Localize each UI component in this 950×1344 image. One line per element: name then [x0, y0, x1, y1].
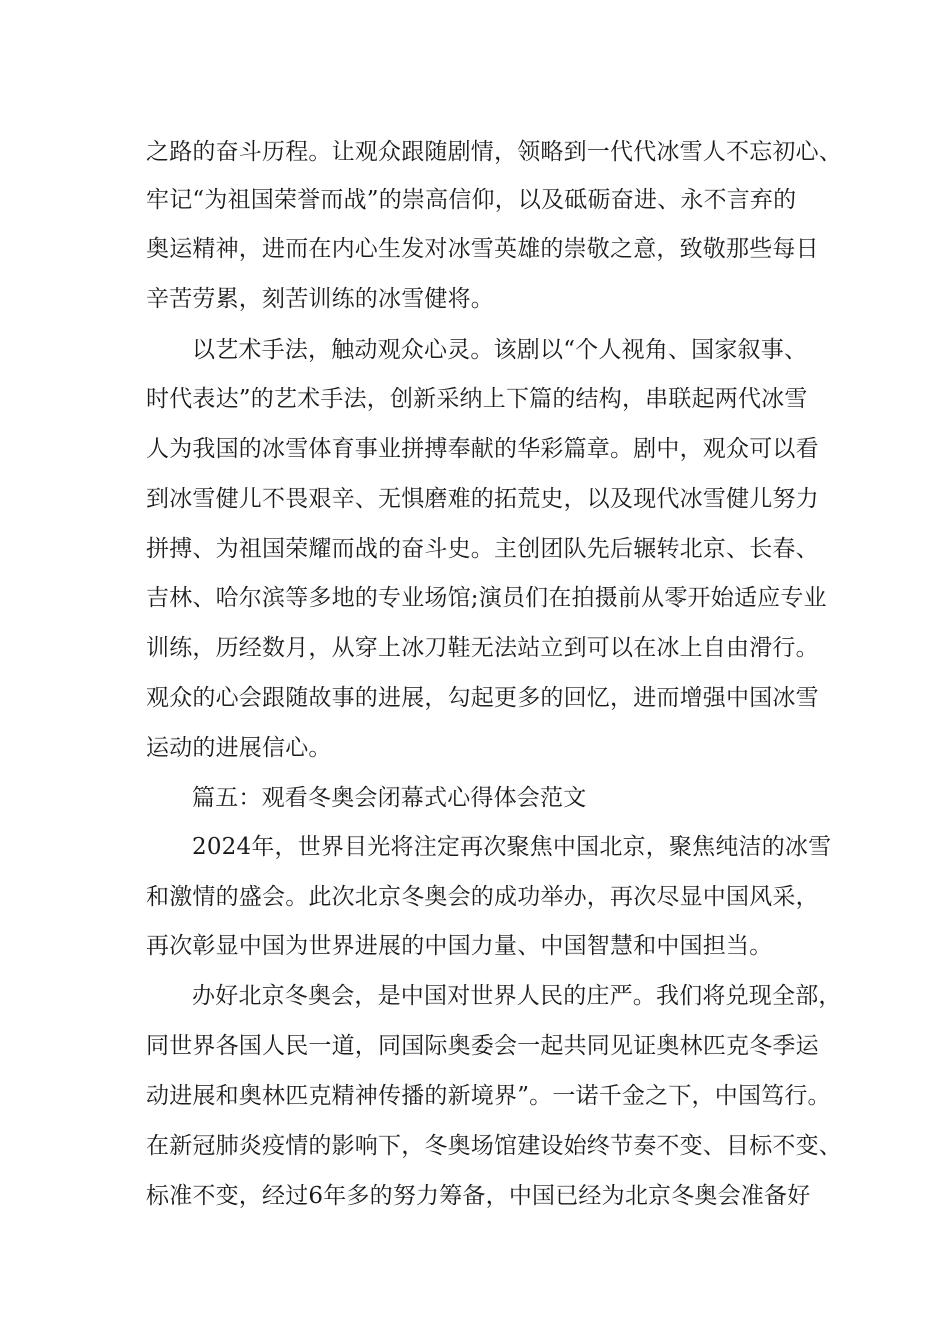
text-line: 奥运精神，进而在内心生发对冰雪英雄的崇敬之意，致敬那些每日	[146, 236, 819, 262]
paragraph-first-line: 以艺术手法，触动观众心灵。该剧以“个人视角、国家叙事、	[192, 337, 808, 363]
paragraph-first-line: 办好北京冬奥会，是中国对世界人民的庄严。我们将兑现全部，	[192, 983, 842, 1009]
text-line: 牢记“为祖国荣誉而战”的崇高信仰，以及砥砺奋进、永不言弃的	[146, 187, 797, 213]
text-line: 辛苦劳累，刻苦训练的冰雪健将。	[146, 286, 494, 312]
text-line: 吉林、哈尔滨等多地的专业场馆;演员们在拍摄前从零开始适应专业	[146, 585, 827, 611]
text-line: 运动的进展信心。	[146, 735, 332, 761]
text-line: 和激情的盛会。此次北京冬奥会的成功举办，再次尽显中国风采，	[146, 884, 819, 910]
text-line: 观众的心会跟随故事的进展，勾起更多的回忆，进而增强中国冰雪	[146, 685, 819, 711]
text-line: 到冰雪健儿不畏艰辛、无惧磨难的拓荒史，以及现代冰雪健儿努力	[146, 486, 819, 512]
paragraph-first-line: 2024年，世界目光将注定再次聚焦中国北京，聚焦纯洁的冰雪	[192, 834, 832, 860]
text-line: 动进展和奥林匹克精神传播的新境界”。一诺千金之下，中国笃行。	[146, 1083, 831, 1109]
text-line: 时代表达”的艺术手法，创新采纳上下篇的结构，串联起两代冰雪	[146, 386, 808, 412]
text-line: 再次彰显中国为世界进展的中国力量、中国智慧和中国担当。	[146, 933, 773, 959]
text-line: 人为我国的冰雪体育事业拼搏奉献的华彩篇章。剧中，观众可以看	[146, 436, 819, 462]
text-line: 在新冠肺炎疫情的影响下，冬奥场馆建设始终节奏不变、目标不变、	[146, 1133, 842, 1159]
text-line: 之路的奋斗历程。让观众跟随剧情，领略到一代代冰雪人不忘初心、	[146, 139, 842, 165]
text-line: 拼搏、为祖国荣耀而战的奋斗史。主创团队先后辗转北京、长春、	[146, 536, 819, 562]
text-line: 同世界各国人民一道，同国际奥委会一起共同见证奥林匹克冬季运	[146, 1033, 819, 1059]
text-line: 标准不变，经过6年多的努力筹备，中国已经为北京冬奥会准备好	[146, 1183, 811, 1209]
text-line: 训练，历经数月，从穿上冰刀鞋无法站立到可以在冰上自由滑行。	[146, 635, 819, 661]
section-heading: 篇五：观看冬奥会闭幕式心得体会范文	[192, 785, 587, 811]
